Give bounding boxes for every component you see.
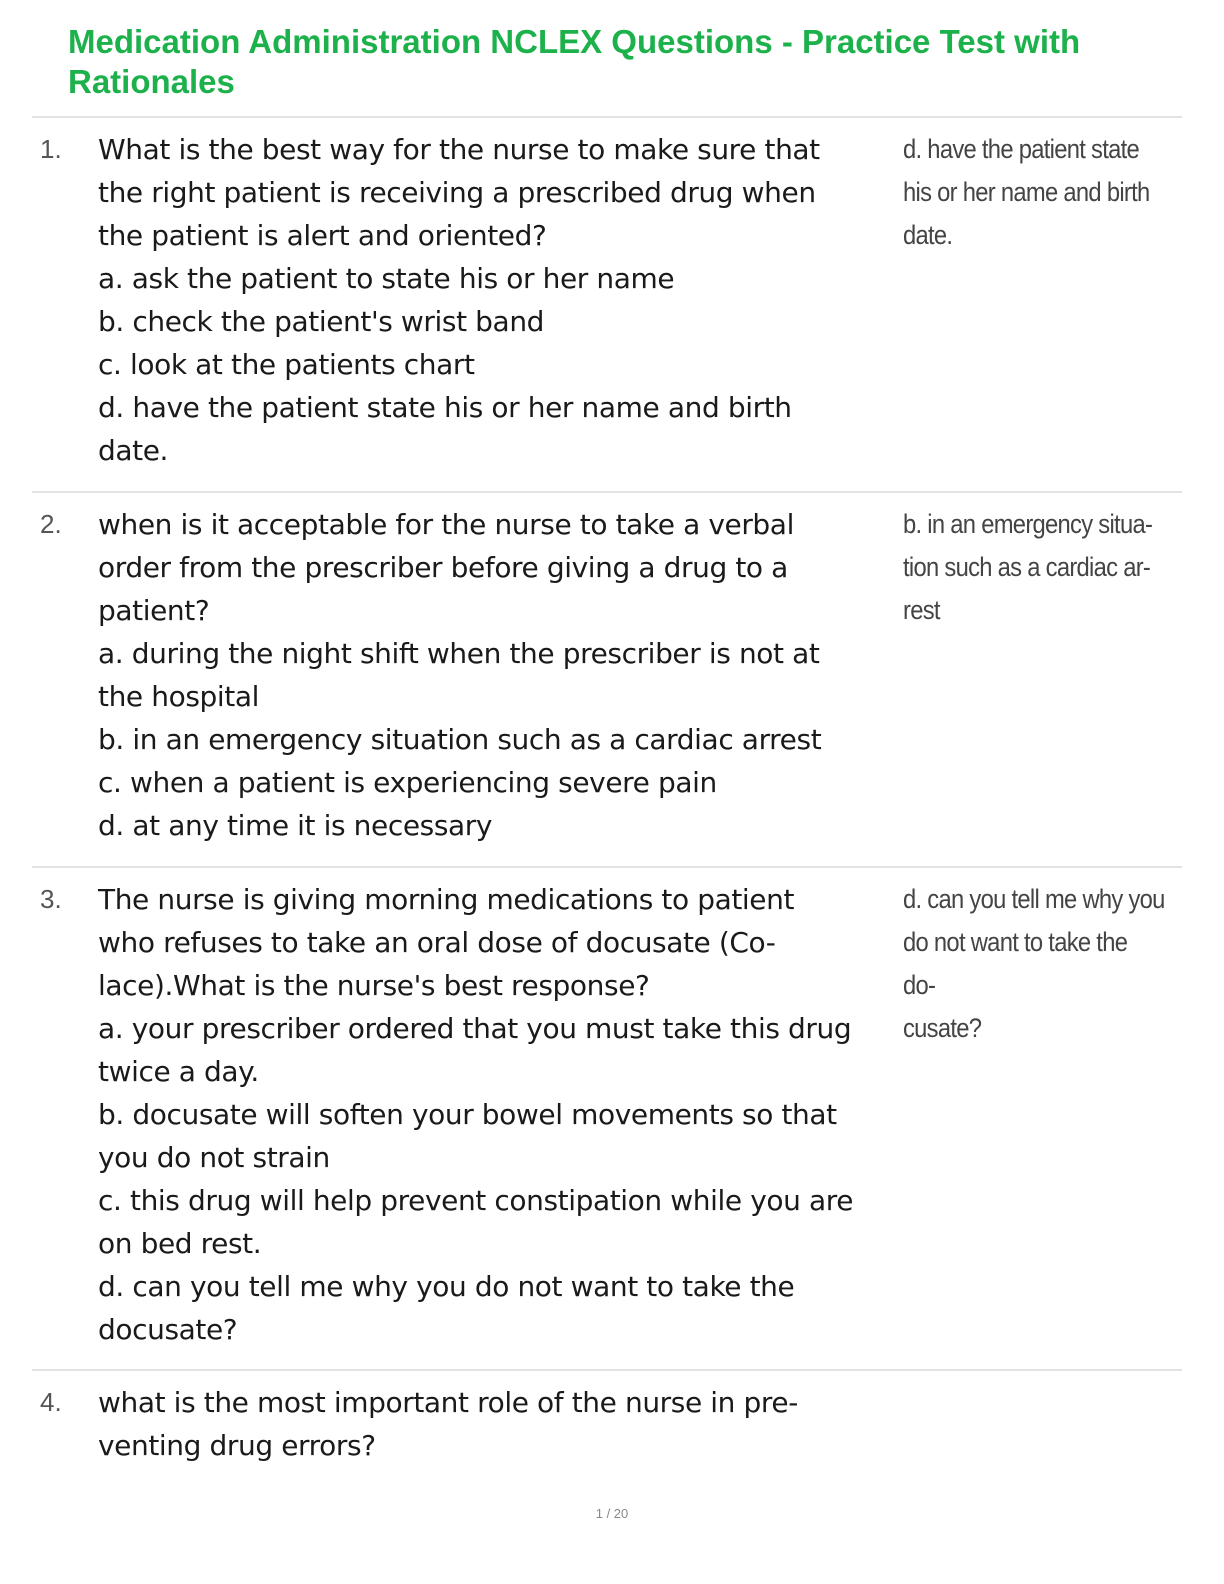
answer-line: rest <box>903 595 940 625</box>
question-body <box>98 503 898 847</box>
answer-line: d. can you tell me why you <box>903 884 1165 914</box>
question-body <box>98 128 898 472</box>
question-stem-line: venting drug errors? <box>98 1429 376 1462</box>
question-stem-line: lace).What is the nurse's best response? <box>98 969 650 1002</box>
question-stem-line: the patient is alert and oriented? <box>98 219 547 252</box>
page-title: Medication Administration NCLEX Questions - Practice Test with Rationales <box>68 23 1081 100</box>
question-stem-line: the right patient is receiving a prescribed drug when <box>98 176 816 209</box>
option-d: d. have the patient state his or her name and birth <box>98 391 792 424</box>
option-d-continued: docusate? <box>98 1313 238 1346</box>
option-a-continued: the hospital <box>98 680 259 713</box>
question-body <box>98 878 898 1351</box>
option-c: c. when a patient is experiencing severe pain <box>98 766 717 799</box>
option-b: b. docusate will soften your bowel movements so that <box>98 1098 837 1131</box>
option-c: c. this drug will help prevent constipation while you are <box>98 1184 854 1217</box>
question-number: 2. <box>40 509 62 539</box>
answer-text <box>903 128 1165 257</box>
answer-line: his or her name and birth <box>903 177 1150 207</box>
question-stem-line: who refuses to take an oral dose of docusate (Co- <box>98 926 776 959</box>
option-b: b. check the patient's wrist band <box>98 305 545 338</box>
answer-text <box>903 878 1165 1050</box>
question-number: 4. <box>40 1387 62 1417</box>
answer-line: tion such as a cardiac ar- <box>903 552 1151 582</box>
question-stem-line: order from the prescriber before giving a drug to a <box>98 551 788 584</box>
option-a: a. ask the patient to state his or her name <box>98 262 675 295</box>
question-stem-line: patient? <box>98 594 210 627</box>
question-stem-line: what is the most important role of the nurse in pre- <box>98 1386 798 1419</box>
option-d-continued: date. <box>98 434 169 467</box>
divider <box>32 116 1182 118</box>
option-b: b. in an emergency situation such as a cardiac arrest <box>98 723 822 756</box>
option-c: c. look at the patients chart <box>98 348 475 381</box>
question-stem-line: when is it acceptable for the nurse to take a verbal <box>98 508 794 541</box>
option-a-continued: twice a day. <box>98 1055 259 1088</box>
option-c-continued: on bed rest. <box>98 1227 262 1260</box>
answer-line: date. <box>903 220 953 250</box>
question-number: 1. <box>40 134 62 164</box>
option-b-continued: you do not strain <box>98 1141 330 1174</box>
answer-line: d. have the patient state <box>903 134 1140 164</box>
divider <box>32 1369 1182 1371</box>
question-body <box>98 1381 898 1467</box>
question-number: 3. <box>40 884 62 914</box>
divider <box>32 491 1182 493</box>
answer-text <box>903 503 1165 632</box>
question-stem-line: The nurse is giving morning medications to patient <box>98 883 795 916</box>
answer-line: do not want to take the do- <box>903 927 1128 1000</box>
answer-line: b. in an emergency situa- <box>903 509 1153 539</box>
divider <box>32 866 1182 868</box>
page-number: 1 / 20 <box>595 1506 629 1521</box>
option-d: d. can you tell me why you do not want to take the <box>98 1270 795 1303</box>
question-stem-line: What is the best way for the nurse to make sure that <box>98 133 820 166</box>
option-a: a. your prescriber ordered that you must take this drug <box>98 1012 852 1045</box>
option-d: d. at any time it is necessary <box>98 809 493 842</box>
option-a: a. during the night shift when the prescriber is not at <box>98 637 820 670</box>
answer-line: cusate? <box>903 1013 982 1043</box>
